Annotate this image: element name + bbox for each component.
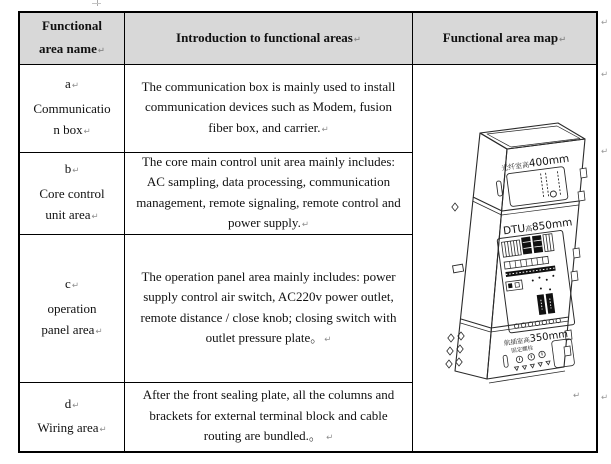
pilcrow-mark: ↵ xyxy=(301,220,309,230)
row-d-letter: d↵ xyxy=(64,395,80,411)
header-name-line2: area name↵ xyxy=(38,41,105,56)
row-d-name: d↵ Wiring area↵ xyxy=(20,383,125,451)
pilcrow-mark: ↵ xyxy=(72,400,80,411)
cabinet-line-drawing xyxy=(437,117,597,412)
header-functional-area-name xyxy=(20,13,125,65)
row-a-letter: a↵ xyxy=(65,76,79,92)
left-face-diamonds xyxy=(446,332,464,368)
row-c-name: c↵ operation panel area↵ xyxy=(20,235,125,383)
header-functional-area-map: Functional area map↵ xyxy=(413,13,596,65)
pilcrow-mark: ↵ xyxy=(573,391,581,401)
header-name-line1: Functional xyxy=(42,18,102,33)
row-c-description: The operation panel area mainly includes: power supply control air switch, AC220v power outlet, remote distance / close knob; closing switch with outlet pressure plate。↵ xyxy=(125,235,413,383)
pilcrow-mark: ↵ xyxy=(97,46,105,56)
functional-areas-table xyxy=(18,11,598,453)
row-end-mark: ↵ xyxy=(601,147,609,157)
left-face-handle xyxy=(453,264,464,273)
plug-slot xyxy=(503,355,509,367)
row-a-name: a↵ Communicatio n box↵ xyxy=(20,65,125,153)
row-c-letter: c↵ xyxy=(65,276,79,292)
pilcrow-mark: ↵ xyxy=(71,281,79,292)
left-face-diamond xyxy=(452,203,458,211)
pilcrow-mark: ↵ xyxy=(72,166,80,177)
row-end-mark: ↵ xyxy=(601,70,609,80)
plug-panel xyxy=(551,339,574,368)
pilcrow-mark: ↵ xyxy=(83,127,91,138)
pilcrow-mark: ↵ xyxy=(91,212,99,223)
dtu-section-label: DTU高850mm xyxy=(502,216,574,238)
header-introduction: Introduction to functional areas↵ xyxy=(125,13,413,65)
pilcrow-mark: ↵ xyxy=(321,124,329,135)
pilcrow-mark: ↵ xyxy=(71,81,79,92)
row-a-description: The communication box is mainly used to install communication devices such as Modem, fusion fiber box, and carrier.↵ xyxy=(125,65,413,153)
pilcrow-mark: ↵ xyxy=(353,34,361,45)
ruler-tick-h xyxy=(92,3,101,4)
fiber-chamber-label: 光纤室高400mm xyxy=(500,152,570,173)
fiber-door-window xyxy=(506,166,568,206)
pilcrow-mark: ↵ xyxy=(95,327,103,338)
pilcrow-mark: ↵ xyxy=(324,335,332,345)
plug-chamber-sublabel: 固定螺栓 xyxy=(511,345,534,355)
door-slot xyxy=(496,181,502,196)
plug-chamber-label: 航插室高350mm xyxy=(503,328,569,348)
pilcrow-mark: ↵ xyxy=(326,433,334,444)
pilcrow-mark: ↵ xyxy=(99,425,107,435)
pilcrow-mark: ↵ xyxy=(559,34,567,45)
row-b-description: The core main control unit area mainly includes: AC sampling, data processing, communication management, remote signaling, remote control and power supply.↵ xyxy=(125,153,413,235)
cabinet-top-face xyxy=(480,123,585,149)
functional-area-map-cell xyxy=(413,65,596,451)
row-end-mark: ↵ xyxy=(601,18,609,28)
row-d-description: After the front sealing plate, all the columns and brackets for external terminal block and cable routing are bundled.。 ↵ xyxy=(125,383,413,451)
row-b-letter: b↵ xyxy=(64,161,80,177)
row-b-name: b↵ Core control unit area↵ xyxy=(20,153,125,235)
row-end-mark: ↵ xyxy=(601,393,609,403)
